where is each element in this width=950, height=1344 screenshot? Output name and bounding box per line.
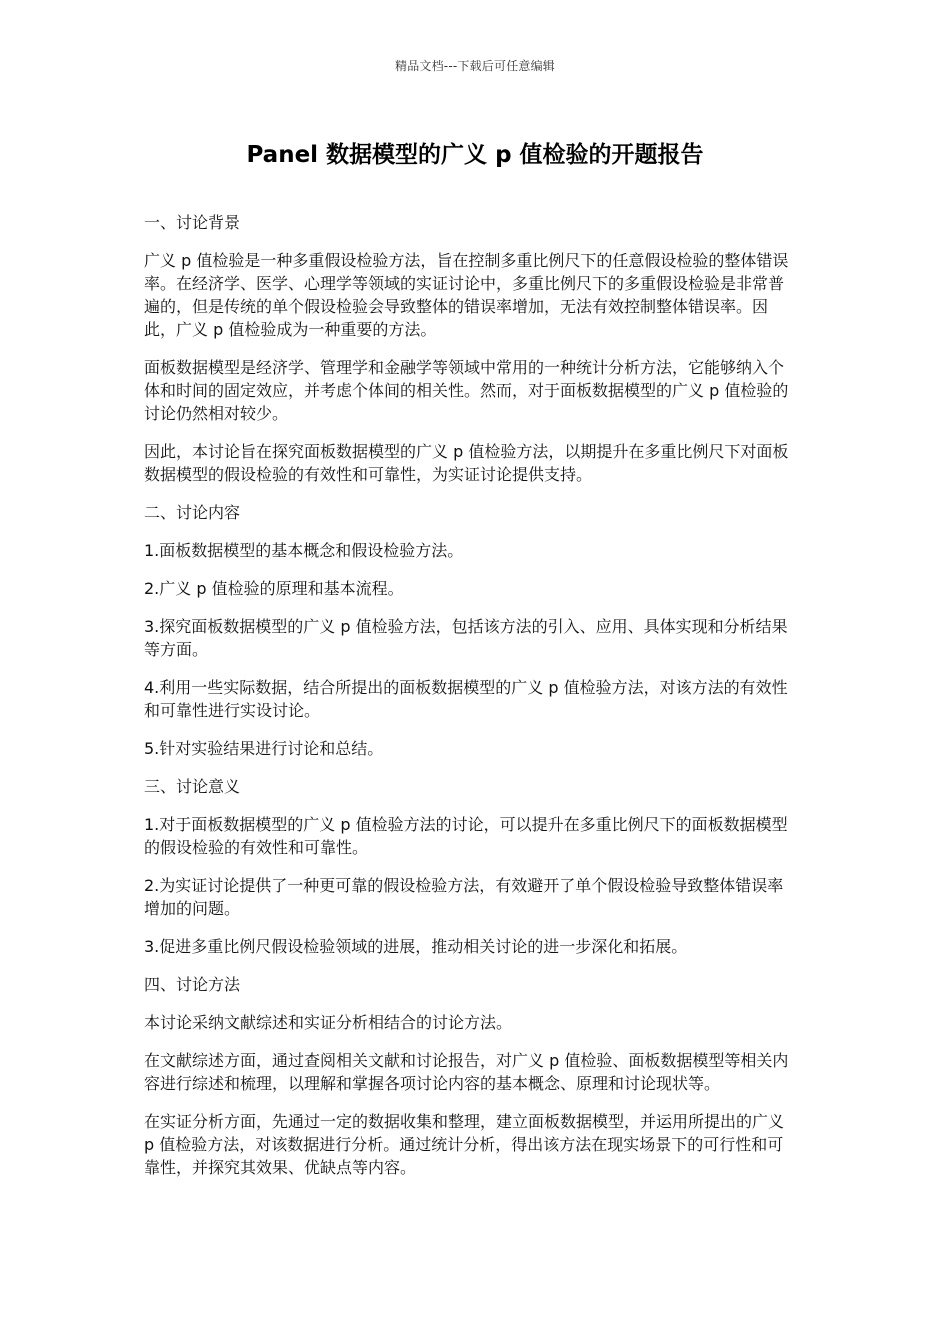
document-body [144, 211, 798, 1194]
paragraph: 本讨论采纳文献综述和实证分析相结合的讨论方法。 [144, 1013, 513, 1032]
section-heading-content: 二、讨论内容 [144, 503, 241, 522]
header-watermark: 精品文档---下载后可任意编辑 [395, 59, 555, 73]
list-item: 1.对于面板数据模型的广义 p 值检验方法的讨论，可以提升在多重比例尺下的面板数据模型的假设检验的有效性和可靠性。 [144, 815, 788, 857]
paragraph: 在文献综述方面，通过查阅相关文献和讨论报告，对广义 p 值检验、面板数据模型等相关内容进行综述和梳理，以理解和掌握各项讨论内容的基本概念、原理和讨论现状等。 [144, 1051, 789, 1093]
paragraph: 广义 p 值检验是一种多重假设检验方法，旨在控制多重比例尺下的任意假设检验的整体错误率。在经济学、医学、心理学等领域的实证讨论中，多重比例尺下的多重假设检验是非常普遍的，但是传统的单个假设检验会导致整体的错误率增加，无法有效控制整体错误率。因此，广义 p 值检验成为一种重要的方法。 [144, 251, 789, 339]
list-item: 2.广义 p 值检验的原理和基本流程。 [144, 579, 404, 598]
list-item: 5.针对实验结果进行讨论和总结。 [144, 739, 384, 758]
list-item: 3.探究面板数据模型的广义 p 值检验方法，包括该方法的引入、应用、具体实现和分析结果等方面。 [144, 617, 788, 659]
list-item: 1.面板数据模型的基本概念和假设检验方法。 [144, 541, 464, 560]
section-heading-background: 一、讨论背景 [144, 213, 241, 232]
list-item: 4.利用一些实际数据，结合所提出的面板数据模型的广义 p 值检验方法，对该方法的有效性和可靠性进行实设讨论。 [144, 678, 788, 720]
section-heading-significance: 三、讨论意义 [144, 777, 241, 796]
paragraph: 面板数据模型是经济学、管理学和金融学等领域中常用的一种统计分析方法，它能够纳入个体和时间的固定效应，并考虑个体间的相关性。然而，对于面板数据模型的广义 p 值检验的讨论仍然相对较少。 [144, 358, 789, 423]
list-item: 2.为实证讨论提供了一种更可靠的假设检验方法，有效避开了单个假设检验导致整体错误率增加的问题。 [144, 876, 784, 918]
section-heading-methods: 四、讨论方法 [144, 975, 241, 994]
list-item: 3.促进多重比例尺假设检验领域的进展，推动相关讨论的进一步深化和拓展。 [144, 937, 688, 956]
paragraph: 在实证分析方面，先通过一定的数据收集和整理，建立面板数据模型，并运用所提出的广义 p 值检验方法，对该数据进行分析。通过统计分析，得出该方法在现实场景下的可行性和可靠性，并探究其效果、优缺点等内容。 [144, 1112, 785, 1177]
paragraph: 因此，本讨论旨在探究面板数据模型的广义 p 值检验方法，以期提升在多重比例尺下对面板数据模型的假设检验的有效性和可靠性，为实证讨论提供支持。 [144, 442, 789, 484]
document-title: Panel 数据模型的广义 p 值检验的开题报告 [246, 142, 704, 168]
